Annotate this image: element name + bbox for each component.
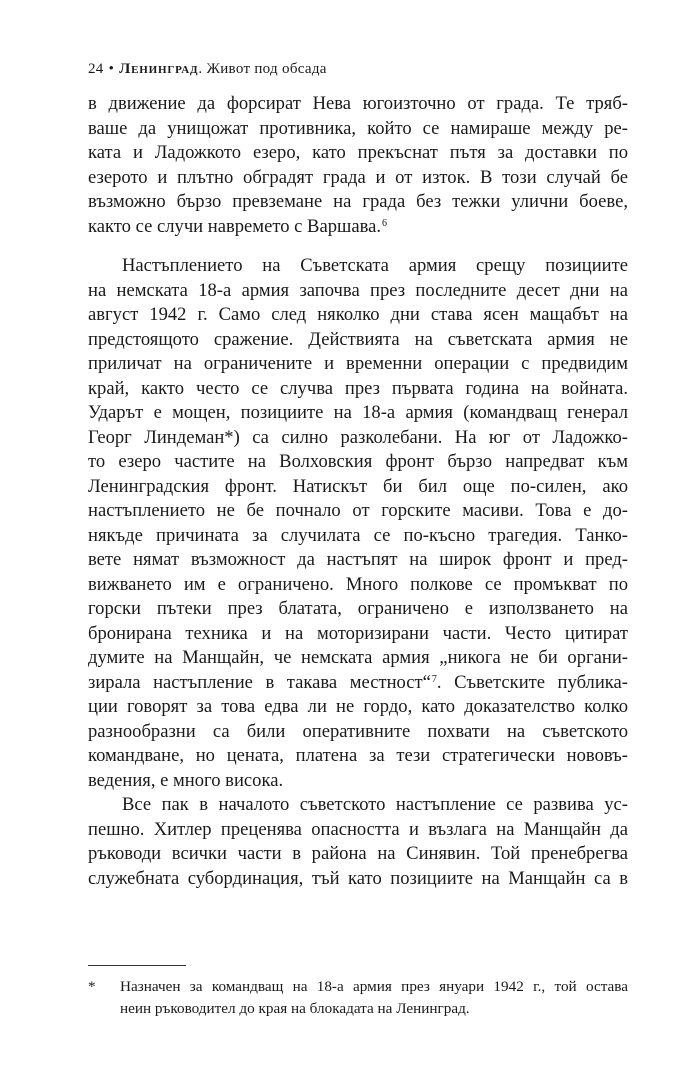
page-number: 24 — [88, 61, 104, 77]
text-line: горски пътеки през блатата, ограничено е използването на — [88, 598, 628, 619]
text-line: ръководи всички части в района на Синявин. Той пренебрегва — [88, 843, 628, 864]
text-line: вете нямат възможност да настъпят на широк фронт и пред- — [88, 549, 628, 570]
footnote-text: Назначен за командващ на 18-а армия през януари 1942 г., той остава — [120, 978, 628, 995]
text-line: думите на Манщайн, че немската армия „никога не би органи- — [88, 647, 628, 668]
footnote-divider — [88, 965, 186, 966]
text-line: приличат на ограничените и временни операции с предвидим — [88, 353, 628, 374]
text-line: настъплението не бе почнало от горските масиви. Това е до- — [88, 500, 628, 521]
text-line: Георг Линдеман*) са силно разколебани. На юг от Ладожко- — [88, 426, 628, 448]
text-line: командване, но цената, платена за тези стратегически нововъ- — [88, 745, 628, 766]
text-line: езерото и плътно обградят града и от изток. В този случай бе — [88, 166, 628, 188]
page — [88, 58, 628, 891]
text-line: ваше да унищожат противника, който се намираше между ре- — [88, 117, 628, 139]
book-subtitle: . Живот под обсада — [198, 61, 327, 77]
paragraph-3 — [88, 793, 628, 891]
text-line: пешно. Хитлер преценява опасността и възлага на Манщайн да — [88, 818, 628, 840]
footnote — [88, 976, 628, 1020]
footnote-ref-6: 6 — [382, 217, 388, 229]
text-line: разнообразни са били оперативните похвати на съветското — [88, 720, 628, 742]
text-line-content: както се случи навремето с Варшава. — [88, 215, 382, 237]
paragraph-gap — [88, 239, 628, 254]
header-separator: • — [108, 61, 115, 77]
text-line-content: . Съветските публика- — [436, 671, 628, 693]
text-line: ведения, е много висока. — [88, 769, 284, 791]
paragraph-1 — [88, 92, 628, 239]
book-title: Ленинград — [119, 61, 199, 77]
text-line: край, както често се случва през първата година на войната. — [88, 377, 628, 399]
text-line: предстоящото сражение. Действията на съветската армия не — [88, 328, 628, 350]
running-head — [88, 58, 628, 92]
text-line: Ударът е мощен, позициите на 18-а армия (командващ генерал — [88, 402, 628, 423]
text-line: Все пак в началото съветското настъпление се развива ус- — [122, 794, 628, 815]
text-line: август 1942 г. Само след няколко дни става ясен мащабът на — [88, 304, 628, 325]
text-line: ката и Ладожкото езеро, като прекъснат пътя за доставки по — [88, 142, 628, 163]
paragraph-2 — [88, 254, 628, 793]
text-line: вижването им е ограничено. Много полкове се промъкват по — [88, 573, 628, 595]
footnote-line: неин ръководител до края на блокадата на Ленинград. — [120, 1000, 470, 1017]
text-line: служебната субординация, тъй като позициите на Манщайн са в — [88, 867, 628, 889]
footnote-marker: * — [88, 978, 96, 995]
text-line: Ленинградския фронт. Натискът би бил още по-силен, ако — [88, 475, 628, 497]
footnote-line — [88, 976, 628, 998]
text-line: в движение да форсират Нева югоизточно от града. Те тряб- — [88, 93, 628, 114]
text-line: то езеро частите на Волховския фронт бързо напредват към — [88, 451, 628, 472]
text-line — [88, 671, 628, 696]
text-line: ции говорят за това едва ли не гордо, като доказателство колко — [88, 696, 628, 717]
text-line: възможно бързо превземане на града без тежки улични боеве, — [88, 191, 628, 212]
text-line-content: зирала настъпление в такава местност“ — [88, 671, 431, 693]
text-line: на немската 18-а армия започва през последните десет дни на — [88, 279, 628, 301]
text-line: бронирана техника и на моторизирани части. Често цитират — [88, 622, 628, 644]
text-line — [88, 215, 628, 240]
body-text — [88, 92, 628, 891]
text-line: някъде причината за случилата се по-късно трагедия. Танко- — [88, 524, 628, 546]
text-line: Настъплението на Съветската армия срещу позициите — [122, 255, 628, 276]
footnote-ref-7: 7 — [431, 673, 437, 685]
